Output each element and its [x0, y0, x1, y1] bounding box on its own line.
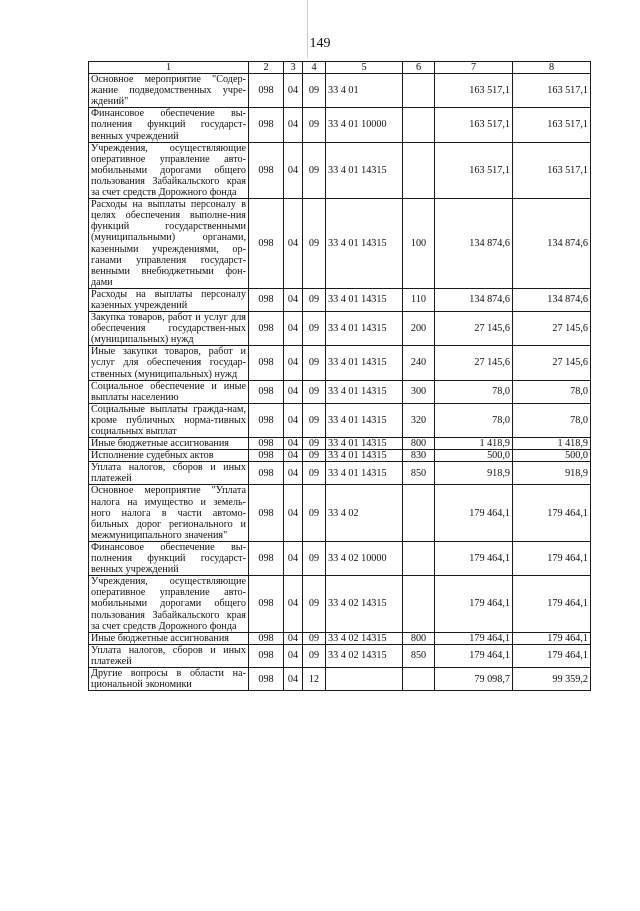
table-row [89, 142, 591, 198]
row-pr-cell: 09 [303, 199, 326, 289]
row-csr-cell: 33 4 02 14315 [326, 644, 403, 667]
row-ved-cell: 098 [249, 438, 284, 450]
row-rz-cell: 04 [284, 438, 303, 450]
row-vr-cell: 850 [403, 462, 435, 485]
table-row [89, 462, 591, 485]
row-vr-cell: 850 [403, 644, 435, 667]
row-csr-cell: 33 4 01 14315 [326, 346, 403, 380]
col-header-6: 6 [403, 62, 435, 74]
row-name-cell: Другие вопросы в области на-циональной экономики [89, 667, 249, 690]
row-name-cell: Финансовое обеспечение вы-полнения функций государст-венных учреждений [89, 108, 249, 142]
row-ved-cell: 098 [249, 667, 284, 690]
row-pr-cell: 09 [303, 541, 326, 575]
row-name-cell: Учреждения, осуществляющие оперативное управление авто-мобильными дорогами общего пользования Забайкальского края за счет средств Дорожного фонда [89, 576, 249, 632]
col-header-4: 4 [303, 62, 326, 74]
row-pr-cell: 09 [303, 288, 326, 311]
table-row [89, 312, 591, 346]
row-pr-cell: 09 [303, 576, 326, 632]
table-row [89, 288, 591, 311]
row-ved-cell: 098 [249, 380, 284, 403]
row-rz-cell: 04 [284, 288, 303, 311]
row-vr-cell: 320 [403, 403, 435, 437]
row-sum-2020-cell: 1 418,9 [513, 438, 591, 450]
col-header-2: 2 [249, 62, 284, 74]
row-sum-2020-cell: 179 464,1 [513, 632, 591, 644]
col-header-7: 7 [435, 62, 513, 74]
row-rz-cell: 04 [284, 632, 303, 644]
row-csr-cell: 33 4 01 14315 [326, 312, 403, 346]
row-pr-cell: 09 [303, 312, 326, 346]
row-sum-2019-cell: 163 517,1 [435, 108, 513, 142]
row-rz-cell: 04 [284, 450, 303, 462]
budget-table [88, 61, 591, 691]
row-pr-cell: 09 [303, 142, 326, 198]
table-row [89, 199, 591, 289]
table-row [89, 74, 591, 108]
row-vr-cell: 300 [403, 380, 435, 403]
row-ved-cell: 098 [249, 288, 284, 311]
row-vr-cell [403, 541, 435, 575]
row-pr-cell: 09 [303, 485, 326, 541]
row-ved-cell: 098 [249, 74, 284, 108]
row-name-cell: Иные закупки товаров, работ и услуг для обеспечения государ-ственных (муниципальных) нужд [89, 346, 249, 380]
table-row [89, 576, 591, 632]
table-row [89, 346, 591, 380]
row-sum-2020-cell: 179 464,1 [513, 644, 591, 667]
row-rz-cell: 04 [284, 380, 303, 403]
row-sum-2020-cell: 27 145,6 [513, 346, 591, 380]
row-vr-cell: 240 [403, 346, 435, 380]
row-csr-cell: 33 4 01 14315 [326, 380, 403, 403]
row-sum-2020-cell: 78,0 [513, 380, 591, 403]
row-sum-2019-cell: 134 874,6 [435, 199, 513, 289]
row-sum-2019-cell: 179 464,1 [435, 644, 513, 667]
table-row [89, 108, 591, 142]
row-rz-cell: 04 [284, 576, 303, 632]
page-number: 149 [309, 36, 331, 51]
row-name-cell: Социальное обеспечение и иные выплаты населению [89, 380, 249, 403]
row-sum-2020-cell: 134 874,6 [513, 288, 591, 311]
row-vr-cell: 110 [403, 288, 435, 311]
row-sum-2019-cell: 918,9 [435, 462, 513, 485]
row-csr-cell: 33 4 02 14315 [326, 632, 403, 644]
row-ved-cell: 098 [249, 312, 284, 346]
row-ved-cell: 098 [249, 576, 284, 632]
row-csr-cell: 33 4 01 14315 [326, 403, 403, 437]
row-rz-cell: 04 [284, 108, 303, 142]
row-csr-cell: 33 4 01 10000 [326, 108, 403, 142]
row-csr-cell: 33 4 01 14315 [326, 450, 403, 462]
row-name-cell: Расходы на выплаты персоналу казенных учреждений [89, 288, 249, 311]
row-csr-cell: 33 4 01 14315 [326, 462, 403, 485]
row-name-cell: Иные бюджетные ассигнования [89, 632, 249, 644]
row-csr-cell: 33 4 01 14315 [326, 288, 403, 311]
row-vr-cell [403, 485, 435, 541]
row-rz-cell: 04 [284, 142, 303, 198]
row-name-cell: Основное мероприятие "Содер-жание подведомственных учре-ждений" [89, 74, 249, 108]
row-vr-cell [403, 108, 435, 142]
row-csr-cell: 33 4 01 14315 [326, 438, 403, 450]
row-name-cell: Расходы на выплаты персоналу в целях обеспечения выполне-ния функций государственными (муниципальными) органами, казенными учреждениями, ор-ганами управления государст-венными внебюджетными фон-дами [89, 199, 249, 289]
row-sum-2019-cell: 179 464,1 [435, 632, 513, 644]
row-sum-2019-cell: 163 517,1 [435, 142, 513, 198]
row-sum-2020-cell: 78,0 [513, 403, 591, 437]
row-sum-2019-cell: 179 464,1 [435, 541, 513, 575]
row-ved-cell: 098 [249, 541, 284, 575]
row-sum-2019-cell: 78,0 [435, 403, 513, 437]
row-csr-cell: 33 4 01 [326, 74, 403, 108]
row-vr-cell [403, 142, 435, 198]
row-sum-2019-cell: 163 517,1 [435, 74, 513, 108]
row-sum-2019-cell: 79 098,7 [435, 667, 513, 690]
row-ved-cell: 098 [249, 403, 284, 437]
row-pr-cell: 09 [303, 632, 326, 644]
row-csr-cell: 33 4 01 14315 [326, 142, 403, 198]
row-name-cell: Финансовое обеспечение вы-полнения функций государст-венных учреждений [89, 541, 249, 575]
col-header-5: 5 [326, 62, 403, 74]
row-rz-cell: 04 [284, 541, 303, 575]
col-header-8: 8 [513, 62, 591, 74]
row-ved-cell: 098 [249, 485, 284, 541]
row-name-cell: Закупка товаров, работ и услуг для обеспечения государствен-ных (муниципальных) нужд [89, 312, 249, 346]
table-row [89, 438, 591, 450]
row-vr-cell [403, 576, 435, 632]
row-ved-cell: 098 [249, 108, 284, 142]
row-rz-cell: 04 [284, 485, 303, 541]
row-pr-cell: 09 [303, 438, 326, 450]
col-header-1: 1 [89, 62, 249, 74]
row-sum-2020-cell: 163 517,1 [513, 108, 591, 142]
row-sum-2020-cell: 179 464,1 [513, 576, 591, 632]
row-name-cell: Уплата налогов, сборов и иных платежей [89, 462, 249, 485]
table-row [89, 403, 591, 437]
row-csr-cell [326, 667, 403, 690]
row-rz-cell: 04 [284, 644, 303, 667]
row-csr-cell: 33 4 01 14315 [326, 199, 403, 289]
row-sum-2020-cell: 163 517,1 [513, 142, 591, 198]
row-ved-cell: 098 [249, 346, 284, 380]
row-vr-cell: 200 [403, 312, 435, 346]
row-csr-cell: 33 4 02 10000 [326, 541, 403, 575]
table-row [89, 485, 591, 541]
row-rz-cell: 04 [284, 462, 303, 485]
row-ved-cell: 098 [249, 632, 284, 644]
row-rz-cell: 04 [284, 74, 303, 108]
row-pr-cell: 09 [303, 108, 326, 142]
row-sum-2019-cell: 78,0 [435, 380, 513, 403]
row-vr-cell [403, 74, 435, 108]
row-sum-2019-cell: 179 464,1 [435, 485, 513, 541]
row-ved-cell: 098 [249, 450, 284, 462]
row-sum-2019-cell: 27 145,6 [435, 346, 513, 380]
row-vr-cell: 800 [403, 632, 435, 644]
row-sum-2019-cell: 500,0 [435, 450, 513, 462]
row-pr-cell: 09 [303, 450, 326, 462]
row-pr-cell: 09 [303, 462, 326, 485]
row-rz-cell: 04 [284, 312, 303, 346]
row-sum-2019-cell: 134 874,6 [435, 288, 513, 311]
row-pr-cell: 09 [303, 346, 326, 380]
table-row [89, 541, 591, 575]
row-sum-2019-cell: 27 145,6 [435, 312, 513, 346]
row-sum-2020-cell: 163 517,1 [513, 74, 591, 108]
row-rz-cell: 04 [284, 346, 303, 380]
row-rz-cell: 04 [284, 667, 303, 690]
row-csr-cell: 33 4 02 [326, 485, 403, 541]
row-sum-2020-cell: 179 464,1 [513, 541, 591, 575]
row-name-cell: Исполнение судебных актов [89, 450, 249, 462]
row-pr-cell: 09 [303, 380, 326, 403]
row-sum-2020-cell: 500,0 [513, 450, 591, 462]
table-header-row [89, 62, 591, 74]
table-row [89, 380, 591, 403]
table-row [89, 667, 591, 690]
row-name-cell: Социальные выплаты гражда-нам, кроме публичных норма-тивных социальных выплат [89, 403, 249, 437]
row-sum-2019-cell: 179 464,1 [435, 576, 513, 632]
row-name-cell: Учреждения, осуществляющие оперативное управление авто-мобильными дорогами общего пользования Забайкальского края за счет средств Дорожного фонда [89, 142, 249, 198]
row-vr-cell [403, 667, 435, 690]
table-row [89, 644, 591, 667]
row-ved-cell: 098 [249, 462, 284, 485]
row-sum-2020-cell: 99 359,2 [513, 667, 591, 690]
row-rz-cell: 04 [284, 403, 303, 437]
row-pr-cell: 09 [303, 403, 326, 437]
row-rz-cell: 04 [284, 199, 303, 289]
row-vr-cell: 800 [403, 438, 435, 450]
row-name-cell: Иные бюджетные ассигнования [89, 438, 249, 450]
col-header-3: 3 [284, 62, 303, 74]
row-sum-2020-cell: 918,9 [513, 462, 591, 485]
table-row [89, 450, 591, 462]
row-sum-2020-cell: 179 464,1 [513, 485, 591, 541]
row-sum-2020-cell: 27 145,6 [513, 312, 591, 346]
table-body [89, 62, 591, 691]
row-csr-cell: 33 4 02 14315 [326, 576, 403, 632]
table-row [89, 632, 591, 644]
row-ved-cell: 098 [249, 644, 284, 667]
row-vr-cell: 100 [403, 199, 435, 289]
row-vr-cell: 830 [403, 450, 435, 462]
row-sum-2020-cell: 134 874,6 [513, 199, 591, 289]
row-pr-cell: 09 [303, 644, 326, 667]
row-name-cell: Уплата налогов, сборов и иных платежей [89, 644, 249, 667]
row-sum-2019-cell: 1 418,9 [435, 438, 513, 450]
row-pr-cell: 09 [303, 74, 326, 108]
row-ved-cell: 098 [249, 142, 284, 198]
row-pr-cell: 12 [303, 667, 326, 690]
row-name-cell: Основное мероприятие "Уплата налога на имущество и земель-ного налога в части автомо-бильных дорог регионального и межмуниципального значения" [89, 485, 249, 541]
row-ved-cell: 098 [249, 199, 284, 289]
